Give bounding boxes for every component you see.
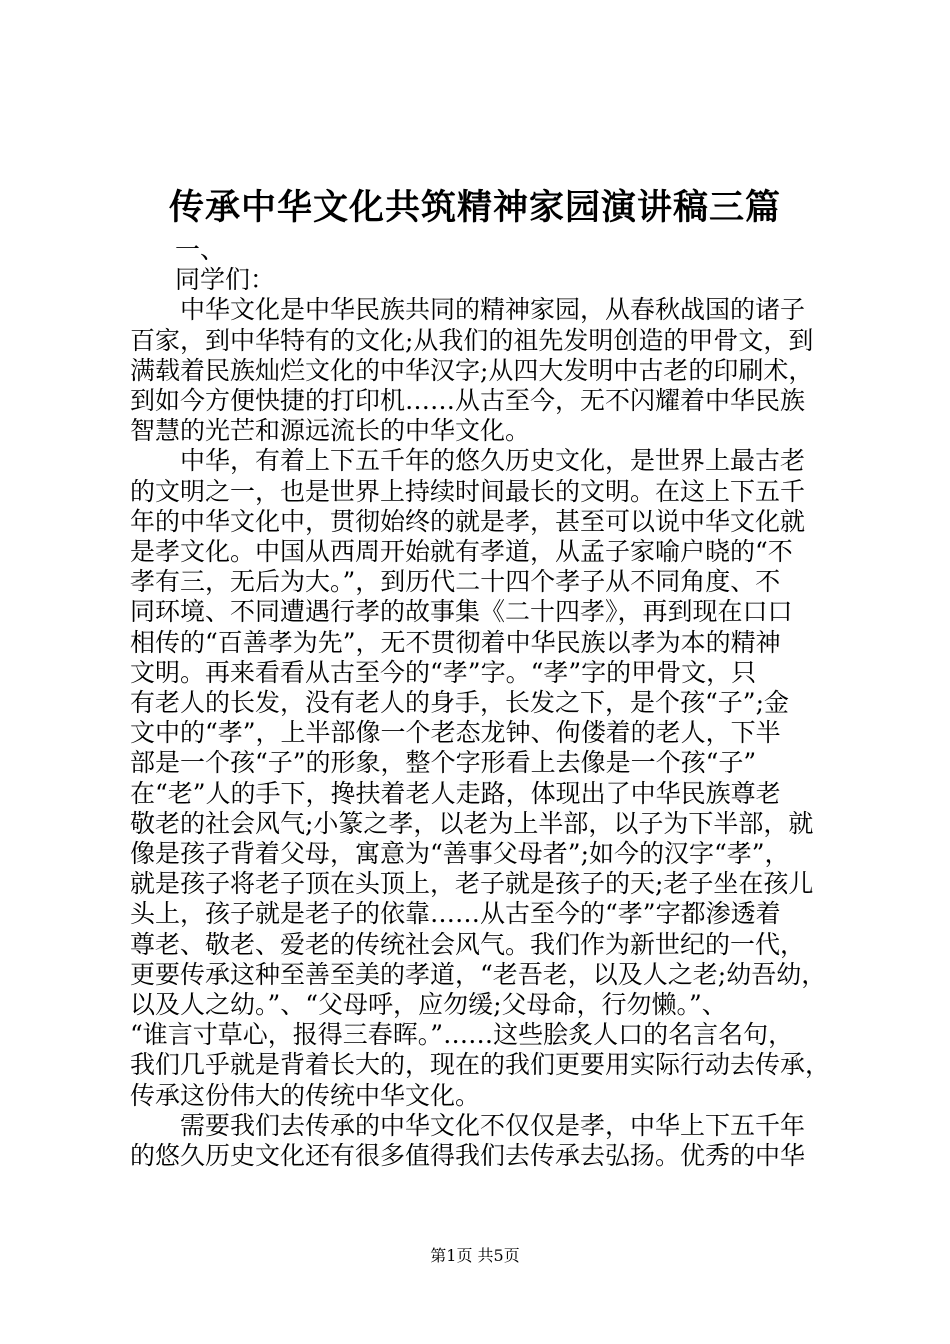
body-line: 同环境、不同遭遇行孝的故事集《二十四孝》，再到现在口口 xyxy=(130,597,793,627)
body-line: 有老人的长发，没有老人的身手，长发之下，是个孩“子”;金 xyxy=(130,688,789,718)
body-line: 相传的“百善孝为先”，无不贯彻着中华民族以孝为本的精神 xyxy=(130,627,781,657)
body-line: “谁言寸草心，报得三春晖。”……这些脍炙人口的名言名句， xyxy=(130,1020,794,1050)
body-line: 文中的“孝”，上半部像一个老态龙钟、佝偻着的老人，下半 xyxy=(130,718,781,748)
body-line: 的文明之一，也是世界上持续时间最长的文明。在这上下五千 xyxy=(130,476,806,506)
body-line: 部是一个孩“子”的形象，整个字形看上去像是一个孩“子” xyxy=(130,748,757,778)
body-line: 尊老、敬老、爱老的传统社会风气。我们作为新世纪的一代， xyxy=(130,929,806,959)
body-line: 孝有三，无后为大。”，到历代二十四个孝子从不同角度、不 xyxy=(130,567,781,597)
body-line: 需要我们去传承的中华文化不仅仅是孝，中华上下五千年 xyxy=(180,1110,806,1140)
body-line: 更要传承这种至善至美的孝道，“老吾老，以及人之老;幼吾幼， xyxy=(130,959,827,989)
body-line: 敬老的社会风气;小篆之孝，以老为上半部，以子为下半部，就 xyxy=(130,808,814,838)
document-title: 传承中华文化共筑精神家园演讲稿三篇 xyxy=(168,187,781,228)
body-line: 满载着民族灿烂文化的中华汉字;从四大发明中古老的印刷术， xyxy=(130,355,814,385)
body-line: 一、 xyxy=(175,235,226,264)
body-line: 智慧的光芒和源远流长的中华文化。 xyxy=(130,416,531,446)
body-line: 在“老”人的手下，搀扶着老人走路，体现出了中华民族尊老 xyxy=(130,778,781,808)
body-line: 以及人之幼。”、“父母呼，应勿缓;父母命，行勿懒。”、 xyxy=(130,990,727,1020)
body-line: 的悠久历史文化还有很多值得我们去传承去弘扬。优秀的中华 xyxy=(130,1141,806,1171)
body-line: 中华，有着上下五千年的悠久历史文化，是世界上最古老 xyxy=(180,446,806,476)
body-line: 文明。再来看看从古至今的“孝”字。“孝”字的甲骨文，只 xyxy=(130,657,757,687)
body-line: 是孝文化。中国从西周开始就有孝道，从孟子家喻户晓的“不 xyxy=(130,537,793,567)
body-line: 我们几乎就是背着长大的，现在的我们更要用实际行动去传承， xyxy=(130,1050,831,1080)
body-line: 同学们： xyxy=(175,265,276,295)
body-line: 到如今方便快捷的打印机……从古至今，无不闪耀着中华民族 xyxy=(130,386,806,416)
body-line: 像是孩子背着父母，寓意为“善事父母者”;如今的汉字“孝”， xyxy=(130,839,790,869)
document-body xyxy=(130,235,831,1171)
body-line: 就是孩子将老子顶在头顶上，老子就是孩子的天;老子坐在孩儿 xyxy=(130,869,814,899)
body-line: 年的中华文化中，贯彻始终的就是孝，甚至可以说中华文化就 xyxy=(130,506,806,536)
body-line: 中华文化是中华民族共同的精神家园，从春秋战国的诸子 xyxy=(180,295,806,325)
body-line: 百家，到中华特有的文化;从我们的祖先发明创造的甲骨文，到 xyxy=(130,325,814,355)
page-footer: 第1页 共5页 xyxy=(430,1246,520,1265)
body-line: 头上，孩子就是老子的依靠……从古至今的“孝”字都渗透着 xyxy=(130,899,781,929)
body-line: 传承这份伟大的传统中华文化。 xyxy=(130,1080,481,1110)
